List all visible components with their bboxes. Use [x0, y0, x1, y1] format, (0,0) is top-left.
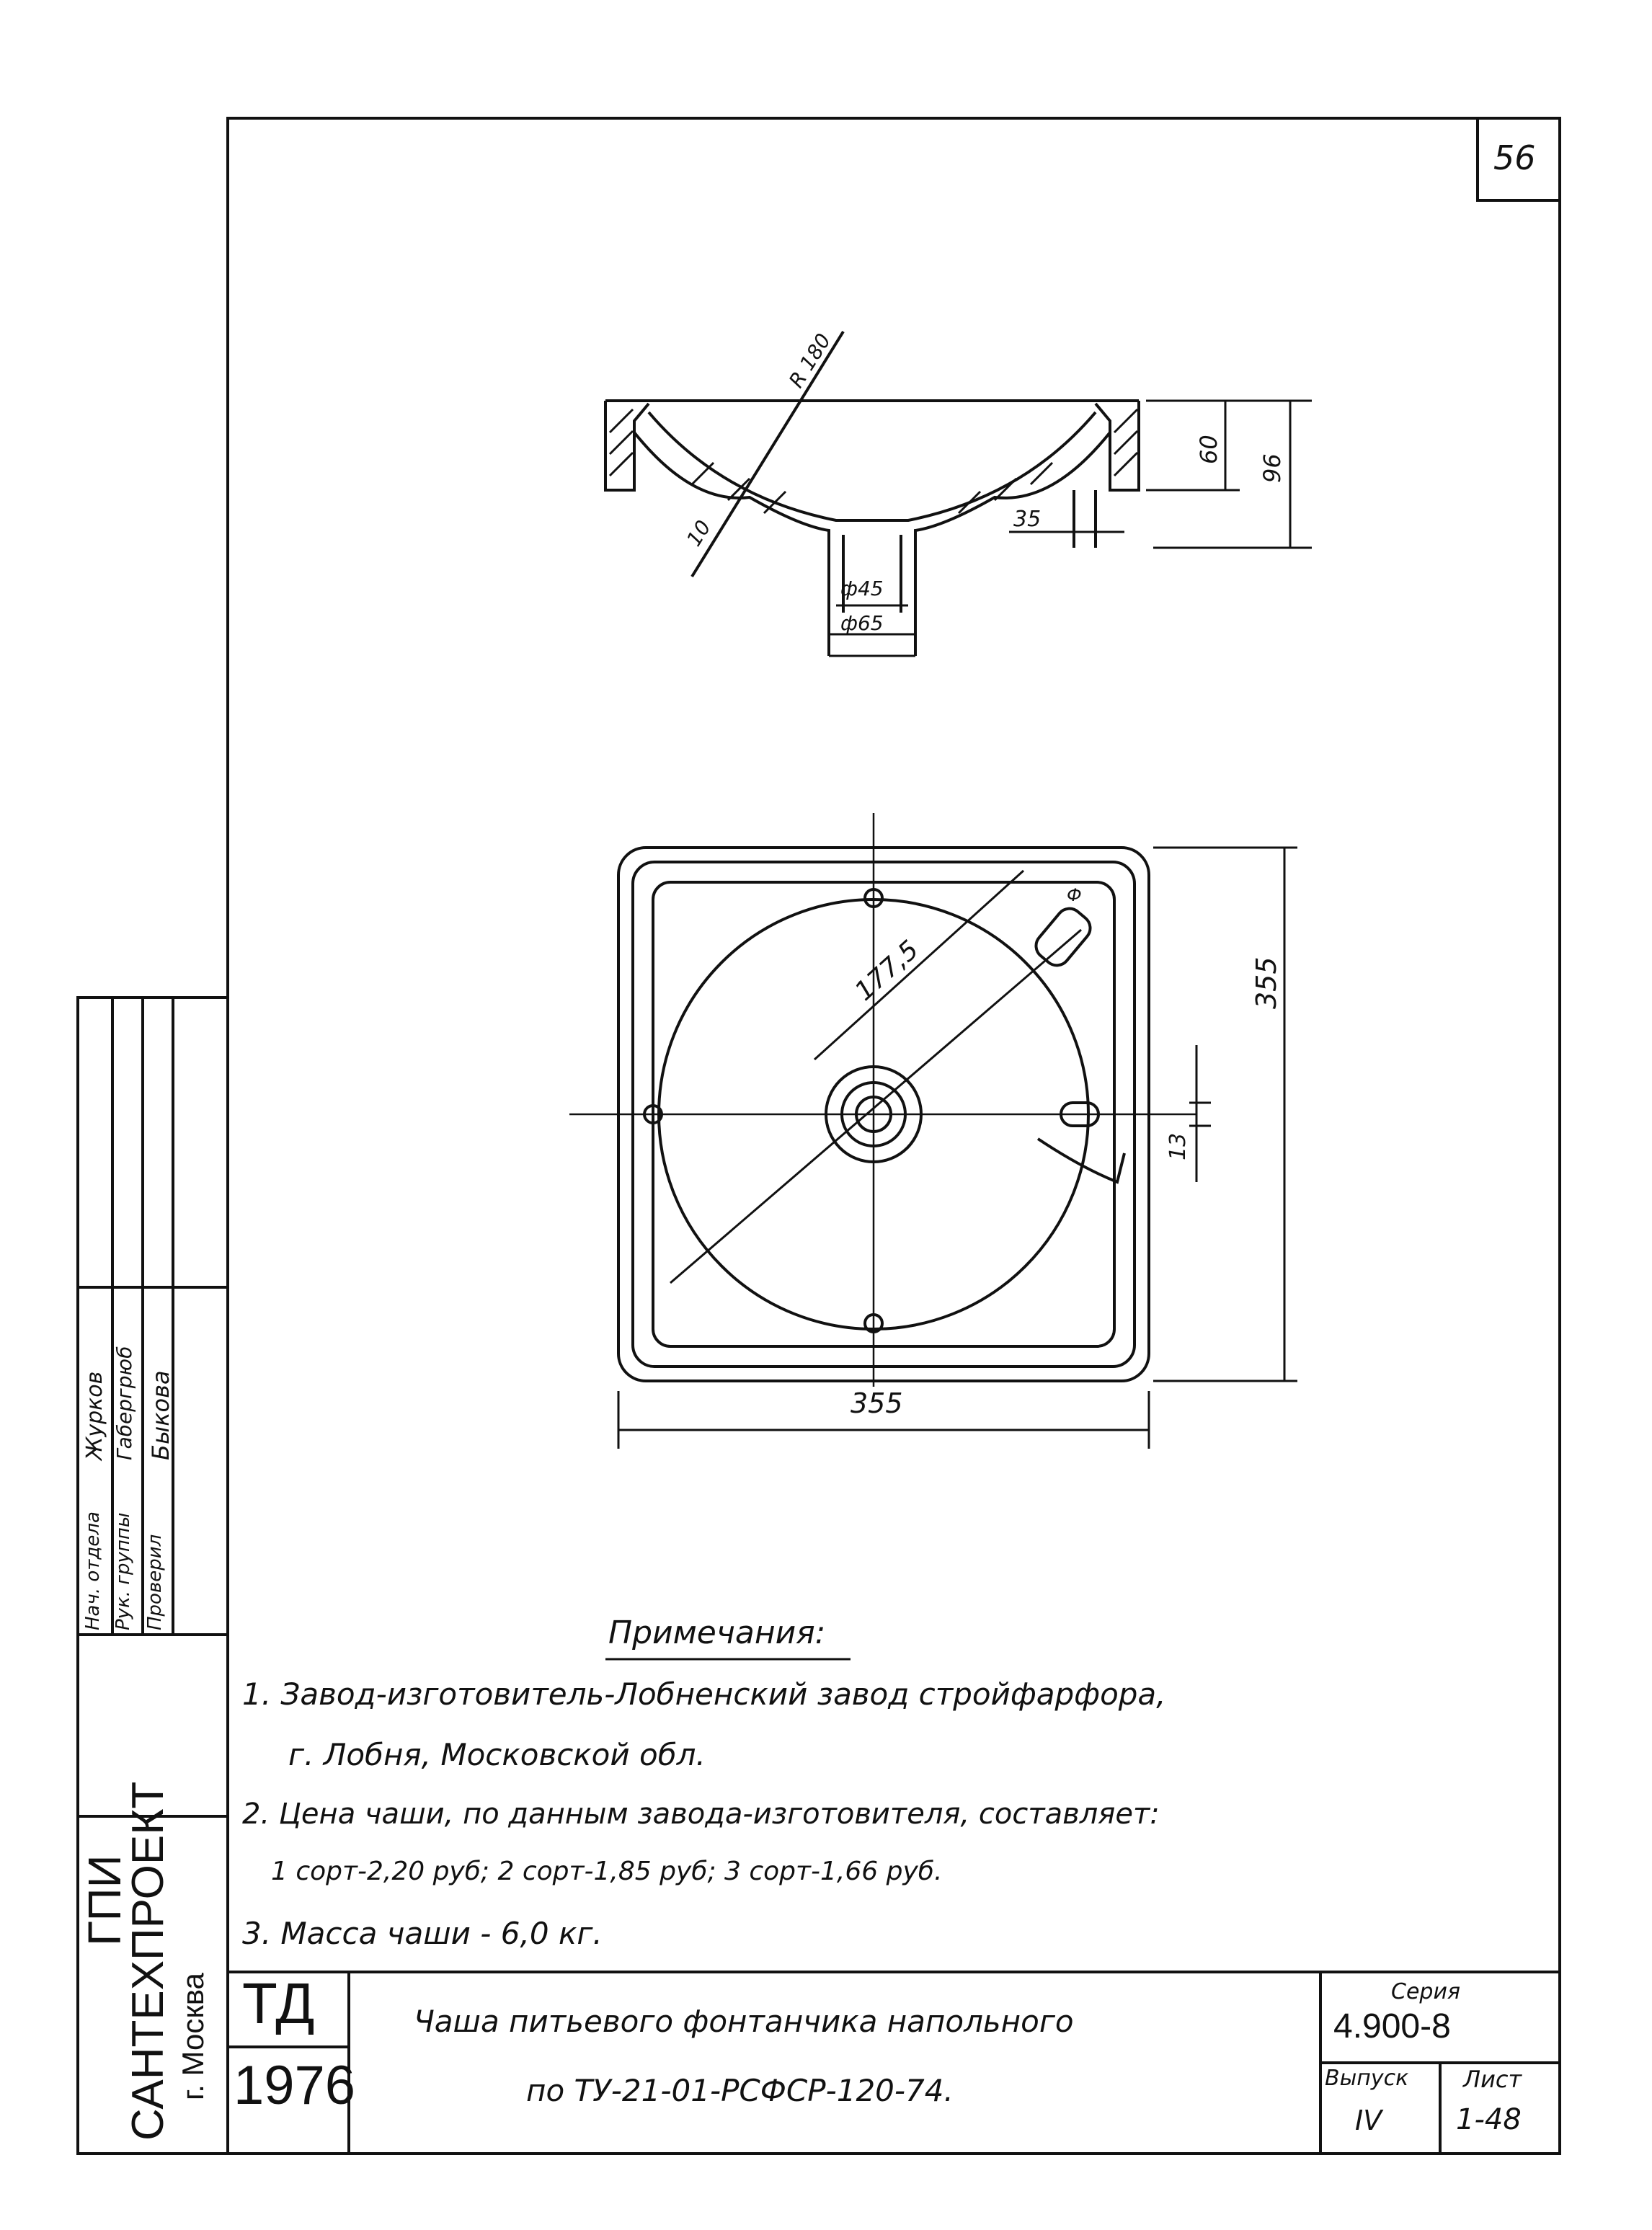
plan-height-355-label: 355: [1251, 956, 1282, 1009]
plan-view: [569, 813, 1297, 1449]
sheet-label: Лист: [1463, 2066, 1522, 2093]
plan-radius-label: 177,5: [849, 935, 925, 1007]
signature-role-3: Проверил: [144, 1534, 166, 1630]
offset-35-label: 35: [1013, 507, 1042, 532]
signature-role-2: Рук. группы: [112, 1512, 134, 1630]
td-label: ТД: [242, 1971, 315, 2035]
sheet-value: 1-48: [1456, 2103, 1522, 2136]
outlet-outer-diameter-label: ф65: [840, 611, 884, 635]
hole-diameter-label: Ф: [1067, 885, 1082, 905]
note-item-2-prices: 1 сорт-2,20 руб; 2 сорт-1,85 руб; 3 сорт-1,66 руб.: [271, 1857, 943, 1886]
section-view: [605, 332, 1312, 656]
page-number: 56: [1493, 138, 1536, 177]
radius-180-label: R 180: [783, 329, 836, 392]
signature-name-1: Журков: [82, 1371, 107, 1460]
wall-thickness-label: 10: [681, 515, 716, 551]
signature-name-2: Габергрюб: [112, 1346, 136, 1460]
org-line-1: ГПИ: [79, 1854, 130, 1946]
depth-60-label: 60: [1195, 435, 1222, 464]
org-line-3: г. Москва: [176, 1973, 210, 2100]
note-item-1: 1. Завод-изготовитель-Лобненский завод стройфарфора,: [242, 1676, 1166, 1712]
org-line-2: САНТЕХПРОЕКТ: [123, 1781, 173, 2141]
note-item-2: 2. Цена чаши, по данным завода-изготовителя, составляет:: [242, 1798, 1160, 1831]
note-item-1-cont: г. Лобня, Московской обл.: [288, 1737, 706, 1772]
signature-name-3: Быкова: [147, 1370, 174, 1460]
plan-width-355-label: 355: [851, 1387, 903, 1419]
sheet-border: [78, 118, 1560, 2154]
document-title-line-1: Чаша питьевого фонтанчика напольного: [414, 2004, 1074, 2039]
height-96-label: 96: [1258, 453, 1286, 483]
series-value: 4.900-8: [1333, 2007, 1451, 2045]
document-title-line-2: по ТУ-21-01-РСФСР-120-74.: [526, 2073, 954, 2108]
issue-label: Выпуск: [1325, 2066, 1409, 2091]
year-label: 1976: [234, 2055, 356, 2116]
notes-heading: Примечания:: [608, 1614, 826, 1651]
signature-role-1: Нач. отдела: [82, 1511, 104, 1630]
slot-13-label: 13: [1165, 1132, 1191, 1160]
series-label: Серия: [1391, 1979, 1460, 2004]
note-item-3: 3. Масса чаши - 6,0 кг.: [242, 1916, 603, 1951]
issue-value: IV: [1355, 2105, 1382, 2136]
outlet-inner-diameter-label: ф45: [840, 577, 884, 600]
